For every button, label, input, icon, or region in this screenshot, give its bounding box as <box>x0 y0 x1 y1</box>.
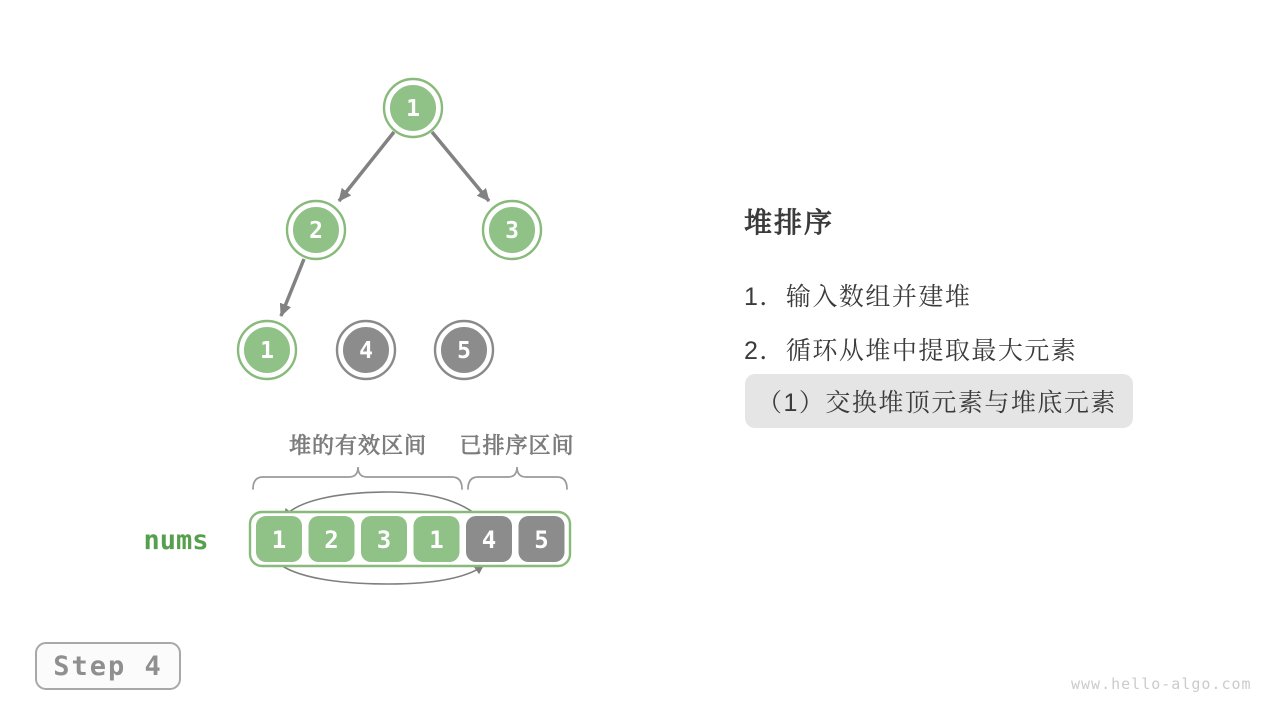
array-cell <box>361 516 407 562</box>
list-item-substep-highlighted: （1）交换堆顶元素与堆底元素 <box>745 374 1133 428</box>
array-cell-value: 1 <box>429 526 444 554</box>
brace-sorted-range <box>468 467 567 489</box>
step-badge <box>35 642 181 690</box>
region-label-heap-range: 堆的有效区间 <box>288 433 428 458</box>
tree-node-value: 2 <box>309 218 323 244</box>
watermark: www.hello-algo.com <box>1071 675 1252 693</box>
tree-node-value: 4 <box>359 338 373 364</box>
tree-edge-left-left <box>281 259 304 316</box>
tree-node-value: 5 <box>457 338 471 364</box>
list-item-step-1: 1．输入数组并建堆 <box>744 283 972 311</box>
tree-node <box>337 321 395 379</box>
array-cell-value: 1 <box>271 526 287 554</box>
brace-heap-range <box>253 467 462 489</box>
tree-edge-root-right <box>432 132 489 201</box>
tree-node-value: 3 <box>505 218 519 244</box>
tree-node <box>287 201 345 259</box>
array-cell <box>309 516 355 562</box>
binary-tree <box>238 79 541 379</box>
tree-node <box>384 79 442 137</box>
array-cell <box>466 516 512 562</box>
tree-node <box>483 201 541 259</box>
tree-node <box>238 321 296 379</box>
array-cell <box>256 516 302 562</box>
tree-node <box>435 321 493 379</box>
nums-array <box>143 512 570 566</box>
array-cell-value: 3 <box>376 526 392 554</box>
tree-node-value: 1 <box>406 96 420 122</box>
array-cell-value: 2 <box>324 526 339 554</box>
tree-node-value: 1 <box>260 338 274 364</box>
page-title: 堆排序 <box>744 207 835 238</box>
array-regions <box>253 433 575 489</box>
step-badge-label: Step 4 <box>53 650 163 682</box>
array-cell <box>519 516 565 562</box>
array-cell-value: 4 <box>481 526 497 554</box>
tree-edge-root-left <box>339 132 394 201</box>
region-label-sorted-range: 已排序区间 <box>459 433 575 458</box>
array-cell-value: 5 <box>534 526 549 554</box>
list-item-step-2: 2．循环从堆中提取最大元素 <box>744 337 1078 365</box>
array-cell <box>414 516 460 562</box>
array-name-label: nums <box>143 525 209 556</box>
